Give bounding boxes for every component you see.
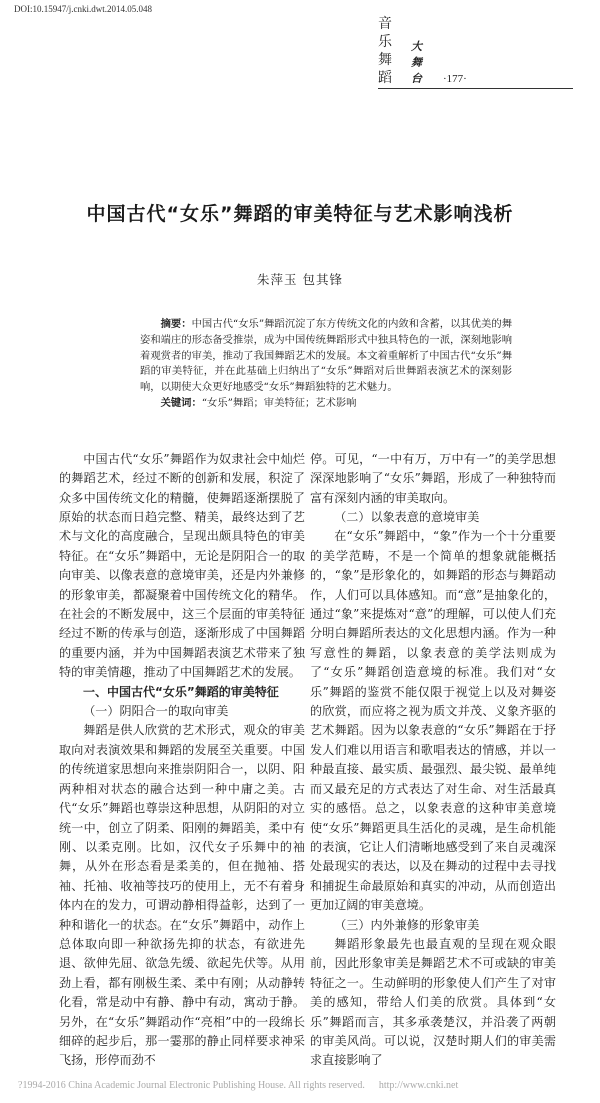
body-paragraph [59, 721, 305, 1070]
body-columns [59, 450, 556, 1071]
abstract [140, 317, 512, 412]
subsection-heading: （一）阴阳合一的取向审美 [83, 704, 229, 719]
intro-paragraph: 中国古代“女乐”舞蹈作为奴隶社会中灿烂的舞蹈艺术，经过不断的创新和发展，积淀了众多中国传统文化的精髓，使舞蹈逐渐摆脱了原始的状态而日趋完整、精美，最终达到了艺术与文化的高度融合，呈现出颇具特色的审美特征。在“女乐”舞蹈中，无论是阴阳合一的取向审美、以像表意的意境审美，还是内外兼修的形象审美，都凝聚着中国传统文化的精华。在社会的不断发展中，这三个层面的审美特征经过不断的传承与创造，逐渐形成了中国舞蹈的重要内涵，并为中国舞蹈表演艺术带来了独特的审美情趣，推动了中国舞蹈艺术的发展。 [59, 451, 305, 680]
subsection-heading: （二）以象表意的意境审美 [334, 510, 480, 524]
keywords: “女乐”舞蹈；审美特征；艺术影响 [201, 396, 357, 409]
page-number: ·177· [443, 73, 467, 85]
section-heading: 一、中国古代“女乐”舞蹈的审美特征 [83, 684, 279, 699]
subsection-heading: （三）内外兼修的形象审美 [334, 917, 480, 932]
running-header [378, 15, 573, 89]
paper-title: 中国古代“女乐”舞蹈的审美特征与艺术影响浅析 [86, 203, 514, 225]
abstract-label: 摘要： [160, 318, 192, 330]
sub1-text-continued: 停。可见，“一中有万，万中有一”的美学思想深深地影响了“女乐”舞蹈，形成了一种独特而富有深刻内涵的审美取向。 [310, 451, 556, 505]
sub2-text: 在“女乐”舞蹈中，“象”作为一个十分重要的美学范畴，不是一个简单的想象就能概括的，“象”是形象化的，如舞蹈的形态与舞蹈动作，人们可以具体感知。而“意”是抽象化的，通过“象”来提炼对“意”的理解，可以使人们充分明白舞蹈所表达的文化思想内涵。作为一种写意性的舞蹈，以象表意的美学法则成为了“女乐”舞蹈创造意境的标准。我们对“女乐”舞蹈的鉴赏不能仅限于视觉上以及对舞姿的欣赏，而应将之视为质文并茂、义象齐驱的艺术舞蹈。因为以象表意的“女乐”舞蹈在于抒发人们难以用语言和歌唱表达的情感，并以一种最直接、最实质、最强烈、最尖锐、最单纯而又最充足的方式表达了对生命、对生活最真实的感悟。总之，以象表意的这种审美意境使“女乐”舞蹈更具生活化的灵魂，是生命机能的表演，它让人们清晰地感受到了来自灵魂深处最现实的表达，以及在舞动的过程中去寻找和捕捉生命最原始和真实的冲动，从而创造出更加辽阔的审美意境。 [310, 529, 556, 913]
right-column [310, 450, 556, 1071]
copyright: ?1994-2016 China Academic Journal Electronic Publishing House. All rights reserved. [18, 1079, 365, 1091]
footer [18, 1079, 600, 1093]
footer-url[interactable]: http://www.cnki.net [378, 1079, 459, 1091]
section-name: 音乐舞蹈 [378, 16, 393, 86]
sub3-text: 舞蹈形象最先也最直观的呈现在观众眼前，因此形象审美是舞蹈艺术不可或缺的审美特征之一。生动鲜明的形象使人们产生了对审美的感知，带给人们美的欣赏。具体到“女乐”舞蹈而言，其多承袭楚汉，并沿袭了两朝的审美风尚。可以说，汉楚时期人们的审美需求直接影响了 [310, 936, 556, 1068]
journal-logo: 大舞台 [411, 40, 425, 85]
left-column [59, 450, 305, 1071]
sub1-text: 舞蹈是供人欣赏的艺术形式，观众的审美取向对表演效果和舞蹈的发展至关重要。中国的传统道家思想向来推崇阴阳合一，以阴、阳两种相对状态的融合达到一种中庸之美。古代“女乐”舞蹈也尊崇这种思想，从阴阳的对立统一中，创立了阴柔、阳刚的舞蹈美，柔中有刚、以柔克刚。比如，汉代女子乐舞中的袖舞，从外在形态看是柔美的，但在抛袖、搭袖、托袖、收袖等技巧的使用上，无不有着身体内在的发力，可谓动静相得益彰，达到了一种和谐化一的状态。在“女乐”舞蹈中，动作上总体取向即一种欲扬先抑的状态，有欲进先退、欲伸先屈、欲急先缓、欲起先伏等。从用劲上看，都有刚极生柔、柔中有刚；从动静转化看，常是动中有静、静中有动，寓动于静。另外，在“女乐”舞蹈动作“亮相”中的一段绵长细碎的起步后，那一霎那的静止同样要求神采飞扬，形停而劲不 [59, 723, 305, 1068]
doi: DOI:10.15947/j.cnki.dwt.2014.05.048 [14, 4, 152, 14]
authors: 朱萍玉 包其锋 [257, 272, 343, 287]
abstract-text: 中国古代“女乐”舞蹈沉淀了东方传统文化的内敛和含蓄，以其优美的舞姿和端庄的形态备受推崇，成为中国传统舞蹈形式中独具特色的一派，深刻地影响着观赏者的审美，推动了我国舞蹈艺术的发展。本文着重解析了中国古代“女乐”舞蹈的审美特征，并在此基础上归纳出了“女乐”舞蹈对后世舞蹈表演艺术的深刻影响，以期使大众更好地感受“女乐”舞蹈独特的艺术魅力。 [140, 318, 513, 394]
keywords-label: 关键词： [160, 396, 202, 409]
